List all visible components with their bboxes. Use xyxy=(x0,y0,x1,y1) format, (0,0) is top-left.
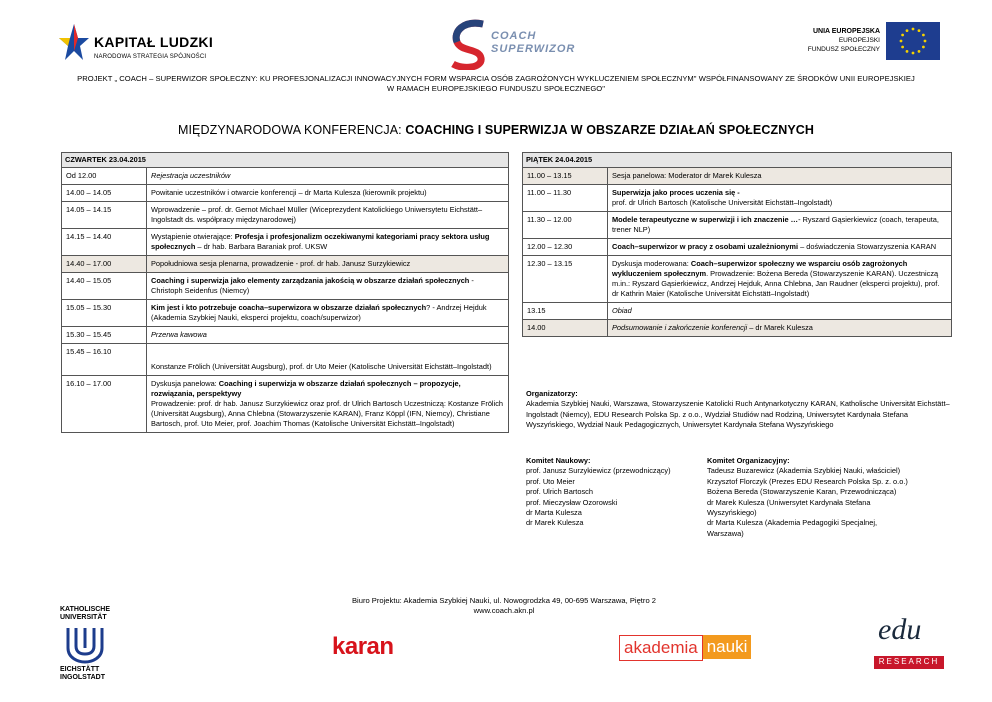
table-row xyxy=(523,168,952,185)
session-cell: Rejestracja uczestników xyxy=(147,168,509,185)
kapital-ludzki-subtitle: NARODOWA STRATEGIA SPÓJNOŚCI xyxy=(94,54,207,60)
ku-line4: INGOLSTADT xyxy=(60,674,105,681)
thursday-schedule xyxy=(61,152,509,433)
organizers-heading: Organizatorzy: xyxy=(526,389,578,398)
time-cell: 11.00 – 11.30 xyxy=(523,185,608,212)
coach-superwizor-logo xyxy=(449,14,576,74)
eu-line1: UNIA EUROPEJSKA xyxy=(812,28,880,35)
session-cell xyxy=(608,239,952,256)
table-row xyxy=(523,320,952,337)
organizing-committee-heading: Komitet Organizacyjny: xyxy=(707,456,790,465)
list-item: dr Marek Kulesza xyxy=(526,518,584,528)
session-cell xyxy=(608,185,952,212)
conference-title xyxy=(0,123,992,137)
table-row xyxy=(62,256,509,273)
time-cell: 15.30 – 15.45 xyxy=(62,327,147,344)
eu-line3: FUNDUSZ SPOŁECZNY xyxy=(807,46,880,53)
organizing-committee xyxy=(707,456,942,539)
list-item: prof. Uto Meier xyxy=(526,476,575,486)
eu-logo-text xyxy=(808,27,880,54)
organizers-text: Akademia Szybkiej Nauki, Warszawa, Stowarzyszenie Katolicki Ruch Antynarkotyczny KARAN, Katholische Universität Eichstätt–Ingolstadt (Niemcy), EDU Research Polska Sp. z o.o., Wydział Studiów nad Rodziną, Uniwersytet Kardynała Stefana Wyszyńskiego, Wydział Nauk Pedagogicznych, Uniwersytet Kardynała Stefana Wyszyńskiego xyxy=(526,399,950,430)
kapital-ludzki-title: KAPITAŁ LUDZKI xyxy=(94,34,214,50)
session-cell: Sesja panelowa: Moderator dr Marek Kulesza xyxy=(608,168,952,185)
coach-swirl-icon xyxy=(449,18,491,70)
time-cell: 15.45 – 16.10 xyxy=(62,344,147,376)
session-speaker: . Prowadzenie: Bożena Bereda (Stowarzyszenie KARAN). Uczestniczą m.in.: Ryszard Gąsierkiewicz, Andrzej Hejduk, Anna Chlebna, Jan Raudner (eksperci projektu), prof. dr Kathrin Maier (Katolische Universität Eichstätt–Ingolstadt) xyxy=(612,269,940,298)
time-cell: 12.00 – 12.30 xyxy=(523,239,608,256)
session-cell: Obiad xyxy=(608,303,952,320)
session-title: Coaching i superwizja w obszarze działań społecznych – propozycje, rozwiązania, perspektywy xyxy=(151,379,461,398)
kapital-ludzki-star-icon xyxy=(58,20,90,66)
session-cell: Konstanze Frölich (Universität Augsburg), prof. dr Uto Meier (Katolische Universität Eichstätt–Ingolstadt) xyxy=(147,344,509,376)
list-item: prof. Janusz Surzykiewicz (przewodniczący) xyxy=(526,466,671,476)
ku-line3: EICHSTÄTT xyxy=(60,666,100,673)
conference-title-prefix: MIĘDZYNARODOWA KONFERENCJA: xyxy=(177,123,406,137)
office-website: www.coach.akn.pl xyxy=(473,606,535,615)
session-cell xyxy=(147,229,509,256)
table-row xyxy=(523,212,952,239)
project-line2: W RAMACH EUROPEJSKIEGO FUNDUSZU SPOŁECZNEGO" xyxy=(387,84,605,93)
table-row xyxy=(62,168,509,185)
karan-logo: karan xyxy=(332,633,394,660)
time-cell: 12.30 – 13.15 xyxy=(523,256,608,303)
session-cell xyxy=(147,273,509,300)
list-item: Tadeusz Buzarewicz (Akademia Szybkiej Nauki, właściciel) xyxy=(707,466,901,476)
akademia-logo-part2: nauki xyxy=(703,635,752,659)
session-cell: Powitanie uczestników i otwarcie konferencji – dr Marta Kulesza (kierownik projektu) xyxy=(147,185,509,202)
edu-research-logo xyxy=(874,613,944,673)
session-cell xyxy=(608,256,952,303)
akademia-logo-part1: akademia xyxy=(619,635,703,661)
kapital-ludzki-logo xyxy=(58,20,233,68)
table-row xyxy=(62,229,509,256)
table-row xyxy=(62,376,509,433)
friday-header: PIĄTEK 24.04.2015 xyxy=(523,153,952,168)
ku-emblem-icon xyxy=(64,626,106,664)
session-cell: Wprowadzenie – prof. dr. Gernot Michael Müller (Wiceprezydent Katolickiego Uniwersytetu Eichstätt–Ingolstadt ds. współpracy międzynarodowej) xyxy=(147,202,509,229)
time-cell: Od 12.00 xyxy=(62,168,147,185)
session-title: Coach–superwizor społeczny we wsparciu osób zagrożonych wykluczeniem społecznym xyxy=(612,259,908,278)
session-speaker: Prowadzenie: prof. dr hab. Janusz Surzykiewicz oraz prof. dr Ulrich Bartosch Uczestniczą: Kostanze Frölich (Universität Augsburg), Anna Chlebna (Stowarzyszenie KARAN), Franz Köppl (IFN, Niemcy), Christiane Bartosch, prof. Uto Meier, prof. Joachim Thomas (Katolische Universität Eichstätt–Ingolstadt) xyxy=(151,399,504,428)
time-cell: 11.00 – 13.15 xyxy=(523,168,608,185)
project-line1: PROJEKT „ COACH – SUPERWIZOR SPOŁECZNY: KU PROFESJONALIZACJI INNOWACYJNYCH FORM WSPARCIA OSÓB ZAGROŻONYCH WYKLUCZENIEM SPOŁECZNYM" WSPÓŁFINANSOWANY ZE ŚRODKÓW UNII EUROPEJSKIEJ xyxy=(77,74,915,83)
edu-research-text: RESEARCH xyxy=(878,657,940,666)
session-prefix: Wystąpienie otwierające: xyxy=(151,232,235,241)
time-cell: 15.05 – 15.30 xyxy=(62,300,147,327)
session-speaker: ? - Andrzej Hejduk (Akademia Szybkiej Nauki, eksperci projektu, coach/superwizor) xyxy=(151,303,487,322)
list-item: dr Marta Kulesza (Akademia Pedagogiki Specjalnej, xyxy=(707,518,878,528)
session-prefix: Dyskusja moderowana: xyxy=(612,259,691,268)
session-speaker: – doświadczenia Stowarzyszenia KARAN xyxy=(798,242,937,251)
ku-line2: UNIVERSITÄT xyxy=(60,614,107,621)
table-row xyxy=(62,273,509,300)
session-title: Profesja i profesjonalizm oczekiwanymi kategoriami pracy sektora usług społecznych xyxy=(151,232,490,251)
eu-flag-icon xyxy=(886,22,940,60)
session-speaker: - Christoph Seidenfus (Niemcy) xyxy=(151,276,474,295)
ku-line1: KATHOLISCHE xyxy=(60,606,111,613)
session-title: Coach–superwizor w pracy z osobami uzależnionymi xyxy=(612,242,799,251)
scientific-committee xyxy=(526,456,706,529)
session-title: Modele terapeutyczne w superwizji i ich znaczenie … xyxy=(612,215,799,224)
session-title: Superwizja jako proces uczenia się - xyxy=(612,188,740,197)
session-speaker: - Ryszard Gąsierkiewicz (coach, terapeuta, trener NLP) xyxy=(612,215,939,234)
time-cell: 14.15 – 14.40 xyxy=(62,229,147,256)
list-item: Warszawa) xyxy=(707,528,744,538)
table-row xyxy=(62,300,509,327)
eu-line2: EUROPEJSKI xyxy=(838,37,880,44)
ku-eichstaett-logo xyxy=(60,606,120,692)
session-title: Kim jest i kto potrzebuje coacha–superwizora w obszarze działań społecznych xyxy=(151,303,427,312)
office-address: Biuro Projektu: Akademia Szybkiej Nauki, ul. Nowogrodzka 49, 00-695 Warszawa, Piętro 2 xyxy=(351,596,657,605)
time-cell: 16.10 – 17.00 xyxy=(62,376,147,433)
coach-logo-line1: COACH xyxy=(491,30,537,42)
friday-schedule xyxy=(522,152,952,337)
table-row xyxy=(62,344,509,376)
session-title: Coaching i superwizja jako elementy zarządzania jakością w obszarze działań społecznych xyxy=(151,276,470,285)
table-row xyxy=(523,303,952,320)
table-row xyxy=(62,185,509,202)
time-cell: 14.00 – 14.05 xyxy=(62,185,147,202)
table-row xyxy=(523,239,952,256)
time-cell: 14.40 – 17.00 xyxy=(62,256,147,273)
table-row xyxy=(62,202,509,229)
session-speaker: – dr hab. Barbara Baraniak prof. UKSW xyxy=(195,242,328,251)
session-speaker: prof. dr Ulrich Bartosch (Katolische Universität Eichstätt–Ingolstadt) xyxy=(612,198,833,207)
project-office xyxy=(0,596,992,616)
session-prefix: Dyskusja panelowa: xyxy=(151,379,219,388)
scientific-committee-heading: Komitet Naukowy: xyxy=(526,456,591,465)
table-row xyxy=(523,185,952,212)
list-item: prof. Mieczysław Ozorowski xyxy=(526,497,618,507)
edu-logo-text: edu xyxy=(878,613,922,646)
friday-header-row xyxy=(523,153,952,168)
project-description xyxy=(60,74,932,94)
time-cell: 14.00 xyxy=(523,320,608,337)
thursday-header-row xyxy=(62,153,509,168)
session-title: Podsumowanie i zakończenie konferencji xyxy=(612,323,748,332)
session-cell xyxy=(147,300,509,327)
organizers-section xyxy=(526,389,951,431)
session-cell xyxy=(147,376,509,433)
time-cell: 13.15 xyxy=(523,303,608,320)
table-row xyxy=(62,327,509,344)
session-cell xyxy=(608,212,952,239)
list-item: Bożena Bereda (Stowarzyszenie Karan, Przewodnicząca) xyxy=(707,487,897,497)
time-cell: 11.30 – 12.00 xyxy=(523,212,608,239)
list-item: Wyszyńskiego) xyxy=(707,508,757,518)
table-row xyxy=(523,256,952,303)
session-speaker: – dr Marek Kulesza xyxy=(747,323,813,332)
list-item: dr Marek Kulesza (Uniwersytet Kardynała Stefana xyxy=(707,497,871,507)
eu-logo xyxy=(790,22,940,64)
thursday-header: CZWARTEK 23.04.2015 xyxy=(62,153,509,168)
session-cell: Popołudniowa sesja plenarna, prowadzenie - prof. dr hab. Janusz Surzykiewicz xyxy=(147,256,509,273)
session-cell xyxy=(608,320,952,337)
list-item: dr Marta Kulesza xyxy=(526,508,582,518)
coach-logo-line2: SUPERWIZOR xyxy=(491,43,576,55)
list-item: Krzysztof Florczyk (Prezes EDU Research Polska Sp. z. o.o.) xyxy=(707,476,908,486)
time-cell: 14.05 – 14.15 xyxy=(62,202,147,229)
session-cell: Przerwa kawowa xyxy=(147,327,509,344)
list-item: prof. Ulrich Bartosch xyxy=(526,487,593,497)
time-cell: 14.40 – 15.05 xyxy=(62,273,147,300)
conference-title-main: COACHING I SUPERWIZJA W OBSZARZE DZIAŁAŃ SPOŁECZNYCH xyxy=(405,123,815,137)
akademia-nauki-logo xyxy=(619,635,751,659)
